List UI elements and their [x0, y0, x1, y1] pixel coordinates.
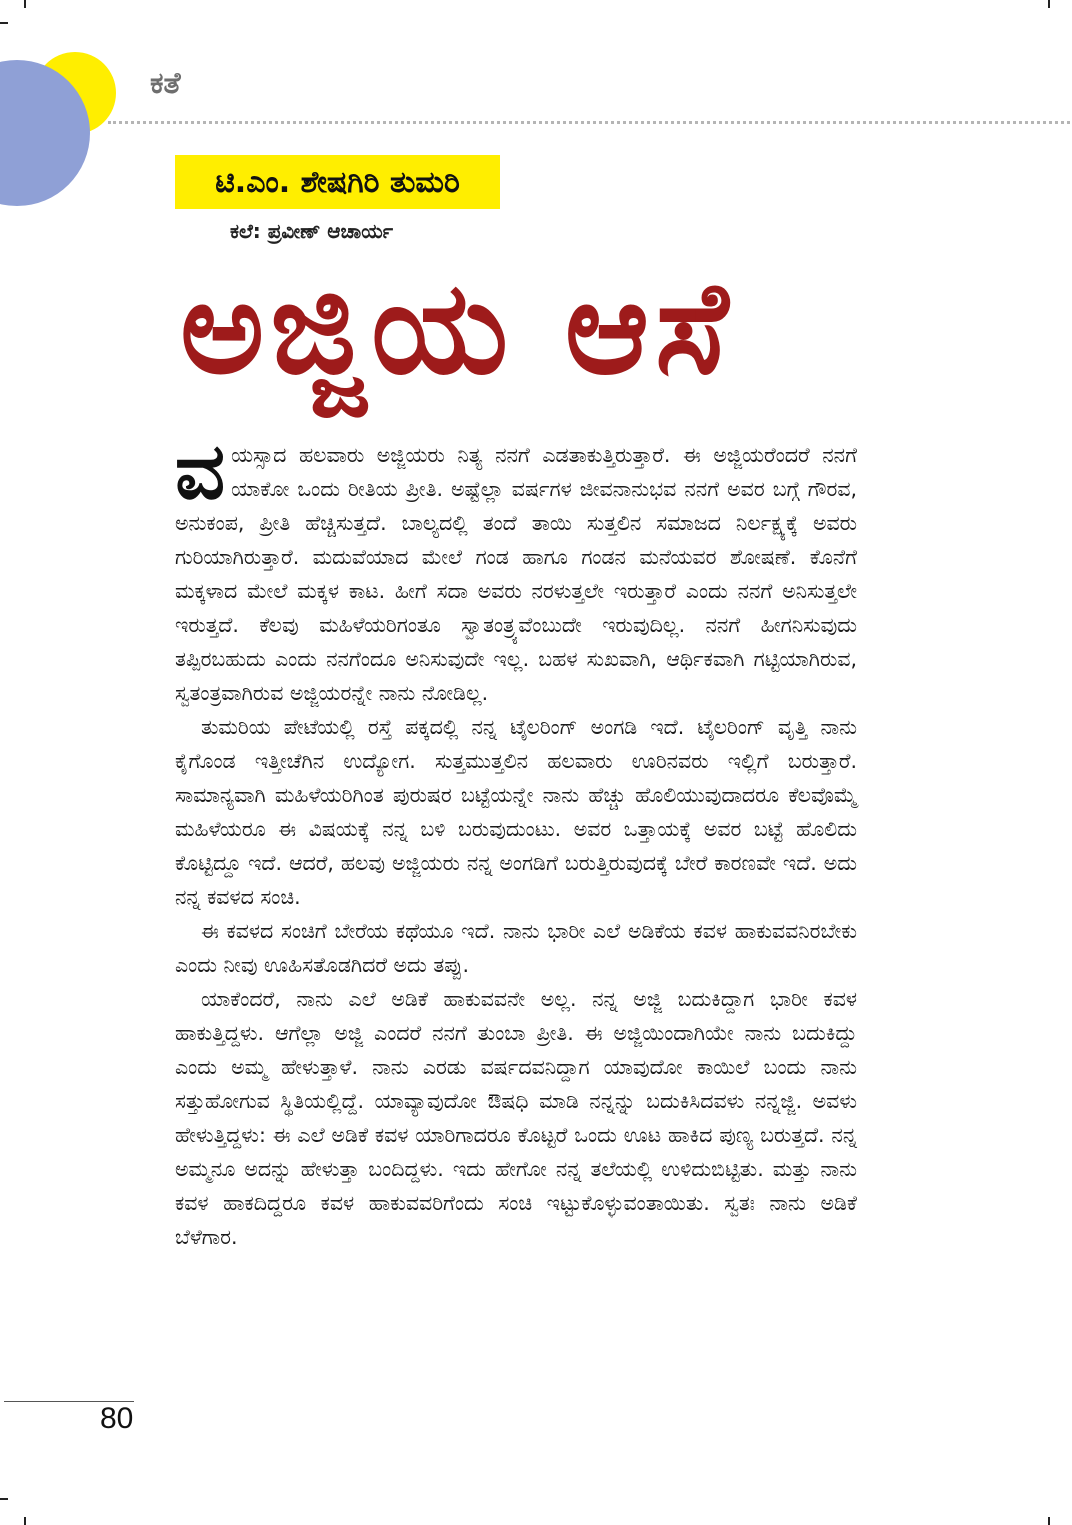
crop-mark — [24, 1517, 26, 1525]
dotted-divider — [108, 121, 1070, 124]
section-label: ಕತೆ — [150, 66, 181, 101]
drop-cap: ವ — [175, 427, 226, 517]
crop-mark — [24, 0, 26, 8]
author-name: ಟಿ.ಎಂ. ಶೇಷಗಿರಿ ತುಮರಿ — [215, 164, 460, 200]
paragraph-text: ಯಸ್ಸಾದ ಹಲವಾರು ಅಜ್ಜಿಯರು ನಿತ್ಯ ನನಗೆ ಎಡತಾಕುತ್ತಿರುತ್ತಾರೆ. ಈ ಅಜ್ಜಿಯರೆಂದರೆ ನನಗೆ ಯಾಕೋ ಒಂದು ರೀತಿಯ ಪ್ರೀತಿ. ಅಷ್ಟೆಲ್ಲಾ ವರ್ಷಗಳ ಜೀವನಾನುಭವ ನನಗೆ ಅವರ ಬಗ್ಗೆ ಗೌರವ, ಅನುಕಂಪ, ಪ್ರೀತಿ ಹೆಚ್ಚಿಸುತ್ತದೆ. ಬಾಲ್ಯದಲ್ಲಿ ತಂದೆ ತಾಯಿ ಸುತ್ತಲಿನ ಸಮಾಜದ ನಿರ್ಲಕ್ಷ್ಯಕ್ಕೆ ಅವರು ಗುರಿಯಾಗಿರುತ್ತಾರೆ. ಮದುವೆಯಾದ ಮೇಲೆ ಗಂಡ ಹಾಗೂ ಗಂಡನ ಮನೆಯವರ ಶೋಷಣೆ. ಕೊನೆಗೆ ಮಕ್ಕಳಾದ ಮೇಲೆ ಮಕ್ಕಳ ಕಾಟ. ಹೀಗೆ ಸದಾ ಅವರು ನರಳುತ್ತಲೇ ಇರುತ್ತಾರೆ ಎಂದು ನನಗೆ ಅನಿಸುತ್ತಲೇ ಇರುತ್ತದೆ. ಕೆಲವು ಮಹಿಳೆಯರಿಗಂತೂ ಸ್ವಾತಂತ್ರ್ಯವೆಂಬುದೇ ಇರುವುದಿಲ್ಲ. ನನಗೆ ಹೀಗನಿಸುವುದು ತಪ್ಪಿರಬಹುದು ಎಂದು ನನಗೆಂದೂ ಅನಿಸುವುದೇ ಇಲ್ಲ. ಬಹಳ ಸುಖವಾಗಿ, ಆರ್ಥಿಕವಾಗಿ ಗಟ್ಟಿಯಾಗಿರುವ, ಸ್ವತಂತ್ರವಾಗಿರುವ ಅಜ್ಜಿಯರನ್ನೇ ನಾನು ನೋಡಿಲ್ಲ. — [175, 443, 857, 705]
author-highlight — [175, 155, 500, 209]
paragraph — [175, 427, 857, 710]
crop-mark — [1048, 0, 1050, 8]
crop-mark — [1048, 1517, 1050, 1525]
story-title: ಅಜ್ಜಿಯ ಆಸೆ — [180, 254, 735, 403]
paragraph: ತುಮರಿಯ ಪೇಟೆಯಲ್ಲಿ ರಸ್ತೆ ಪಕ್ಕದಲ್ಲಿ ನನ್ನ ಟೈಲರಿಂಗ್ ಅಂಗಡಿ ಇದೆ. ಟೈಲರಿಂಗ್ ವೃತ್ತಿ ನಾನು ಕೈಗೊಂಡ ಇತ್ತೀಚೆಗಿನ ಉದ್ಯೋಗ. ಸುತ್ತಮುತ್ತಲಿನ ಹಲವಾರು ಊರಿನವರು ಇಲ್ಲಿಗೆ ಬರುತ್ತಾರೆ. ಸಾಮಾನ್ಯವಾಗಿ ಮಹಿಳೆಯರಿಗಿಂತ ಪುರುಷರ ಬಟ್ಟೆಯನ್ನೇ ನಾನು ಹೆಚ್ಚು ಹೊಲಿಯುವುದಾದರೂ ಕೆಲವೊಮ್ಮೆ ಮಹಿಳೆಯರೂ ಈ ವಿಷಯಕ್ಕೆ ನನ್ನ ಬಳಿ ಬರುವುದುಂಟು. ಅವರ ಒತ್ತಾಯಕ್ಕೆ ಅವರ ಬಟ್ಟೆ ಹೊಲಿದು ಕೊಟ್ಟಿದ್ದೂ ಇದೆ. ಆದರೆ, ಹಲವು ಅಜ್ಜಿಯರು ನನ್ನ ಅಂಗಡಿಗೆ ಬರುತ್ತಿರುವುದಕ್ಕೆ ಬೇರೆ ಕಾರಣವೇ ಇದೆ. ಅದು ನನ್ನ ಕವಳದ ಸಂಚಿ. — [175, 715, 857, 909]
paragraph: ಯಾಕೆಂದರೆ, ನಾನು ಎಲೆ ಅಡಿಕೆ ಹಾಕುವವನೇ ಅಲ್ಲ. ನನ್ನ ಅಜ್ಜಿ ಬದುಕಿದ್ದಾಗ ಭಾರೀ ಕವಳ ಹಾಕುತ್ತಿದ್ದಳು. ಆಗೆಲ್ಲಾ ಅಜ್ಜಿ ಎಂದರೆ ನನಗೆ ತುಂಬಾ ಪ್ರೀತಿ. ಈ ಅಜ್ಜಿಯಿಂದಾಗಿಯೇ ನಾನು ಬದುಕಿದ್ದು ಎಂದು ಅಮ್ಮ ಹೇಳುತ್ತಾಳೆ. ನಾನು ಎರಡು ವರ್ಷದವನಿದ್ದಾಗ ಯಾವುದೋ ಕಾಯಿಲೆ ಬಂದು ನಾನು ಸತ್ತುಹೋಗುವ ಸ್ಥಿತಿಯಲ್ಲಿದ್ದೆ. ಯಾವ್ಯಾವುದೋ ಔಷಧಿ ಮಾಡಿ ನನ್ನನ್ನು ಬದುಕಿಸಿದವಳು ನನ್ನಜ್ಜಿ. ಅವಳು ಹೇಳುತ್ತಿದ್ದಳು: ಈ ಎಲೆ ಅಡಿಕೆ ಕವಳ ಯಾರಿಗಾದರೂ ಕೊಟ್ಟರೆ ಒಂದು ಊಟ ಹಾಕಿದ ಪುಣ್ಯ ಬರುತ್ತದೆ. ನನ್ನ ಅಮ್ಮನೂ ಅದನ್ನು ಹೇಳುತ್ತಾ ಬಂದಿದ್ದಳು. ಇದು ಹೇಗೋ ನನ್ನ ತಲೆಯಲ್ಲಿ ಉಳಿದುಬಿಟ್ಟಿತು. ಮತ್ತು ನಾನು ಕವಳ ಹಾಕದಿದ್ದರೂ ಕವಳ ಹಾಕುವವರಿಗೆಂದು ಸಂಚಿ ಇಟ್ಟುಕೊಳ್ಳುವಂತಾಯಿತು. ಸ್ವತಃ ನಾನು ಅಡಿಕೆ ಬೆಳೆಗಾರ. — [175, 987, 857, 1249]
paragraph: ಈ ಕವಳದ ಸಂಚಿಗೆ ಬೇರೆಯ ಕಥೆಯೂ ಇದೆ. ನಾನು ಭಾರೀ ಎಲೆ ಅಡಿಕೆಯ ಕವಳ ಹಾಕುವವನಿರಬೇಕು ಎಂದು ನೀವು ಊಹಿಸತೊಡಗಿದರೆ ಅದು ತಪ್ಪು. — [175, 919, 857, 977]
crop-mark — [0, 1498, 8, 1500]
crop-mark — [0, 22, 8, 24]
art-credit: ಕಲೆ: ಪ್ರವೀಣ್ ಆಚಾರ್ಯ — [230, 219, 393, 243]
page-number: 80 — [100, 1402, 134, 1435]
article-body — [175, 427, 857, 1254]
